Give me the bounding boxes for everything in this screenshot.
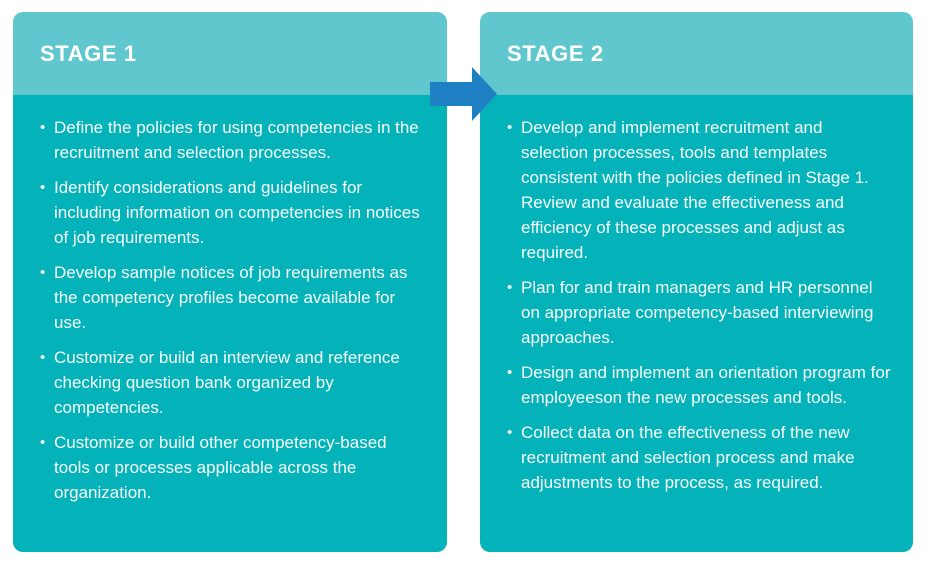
- list-item-text: Develop and implement recruitment and selection processes, tools and templates consistent with the policies defined in Stage 1. Review and evaluate the effectiveness and efficiency of these processes and adjust as required.: [521, 118, 869, 262]
- bullet-icon: •: [507, 424, 513, 441]
- list-item-text: Plan for and train managers and HR personnel on appropriate competency-based interviewing approaches.: [521, 278, 874, 347]
- flow-arrow-icon: [430, 66, 498, 122]
- list-item: [40, 175, 425, 250]
- stage-1-panel: [13, 12, 447, 552]
- stage-2-title: STAGE 2: [507, 40, 604, 66]
- list-item: [507, 115, 891, 265]
- stage-2-bullet-list: [507, 115, 891, 495]
- stage-1-body: [13, 95, 447, 552]
- stage-2-body: [480, 95, 913, 552]
- list-item-text: Customize or build an interview and reference checking question bank organized by competencies.: [54, 348, 400, 417]
- list-item-text: Identify considerations and guidelines for including information on competencies in notices of job requirements.: [54, 178, 420, 247]
- bullet-icon: •: [40, 119, 46, 136]
- bullet-icon: •: [40, 179, 46, 196]
- stage-2-panel: [480, 12, 913, 552]
- bullet-icon: •: [507, 364, 513, 381]
- list-item: [40, 115, 425, 165]
- list-item-text: Customize or build other competency-based tools or processes applicable across the organization.: [54, 433, 387, 502]
- list-item-text: Collect data on the effectiveness of the new recruitment and selection process and make adjustments to the process, as required.: [521, 423, 855, 492]
- list-item: [40, 430, 425, 505]
- bullet-icon: •: [40, 349, 46, 366]
- bullet-icon: •: [40, 264, 46, 281]
- list-item-text: Define the policies for using competencies in the recruitment and selection processes.: [54, 118, 419, 162]
- stage-1-header: [13, 12, 447, 95]
- list-item: [507, 275, 891, 350]
- list-item-text: Develop sample notices of job requirements as the competency profiles become available for use.: [54, 263, 408, 332]
- stage-1-title: STAGE 1: [40, 40, 137, 66]
- bullet-icon: •: [40, 434, 46, 451]
- bullet-icon: •: [507, 279, 513, 296]
- stage-2-header: [480, 12, 913, 95]
- list-item: [40, 345, 425, 420]
- list-item-text: Design and implement an orientation program for employeeson the new processes and tools.: [521, 363, 891, 407]
- stage-1-bullet-list: [40, 115, 425, 505]
- list-item: [40, 260, 425, 335]
- list-item: [507, 420, 891, 495]
- list-item: [507, 360, 891, 410]
- bullet-icon: •: [507, 119, 513, 136]
